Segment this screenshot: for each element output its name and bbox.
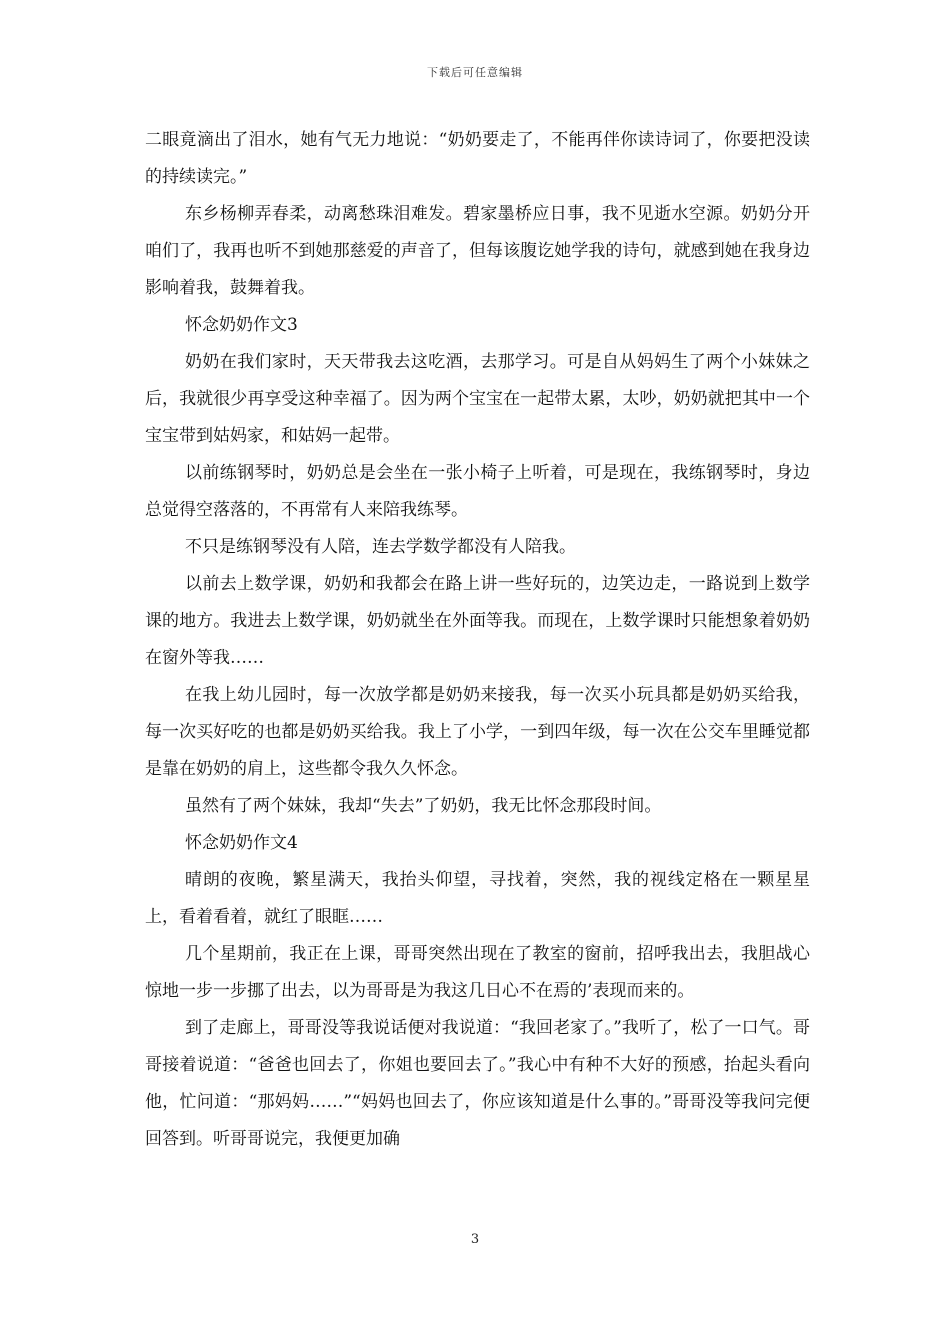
paragraph: 几个星期前，我正在上课，哥哥突然出现在了教室的窗前，招呼我出去，我胆战心惊地一步一步挪了出去，以为哥哥是为我这几日心不在焉的’表现而来的。 xyxy=(145,944,810,1001)
section-heading: 怀念奶奶作文3 xyxy=(185,315,298,335)
paragraph: 以前去上数学课，奶奶和我都会在路上讲一些好玩的，边笑边走，一路说到上数学课的地方。我进去上数学课，奶奶就坐在外面等我。而现在，上数学课时只能想象着奶奶在窗外等我…… xyxy=(145,574,810,668)
paragraph: 奶奶在我们家时，天天带我去这吃酒，去那学习。可是自从妈妈生了两个小妹妹之后，我就很少再享受这种幸福了。因为两个宝宝在一起带太累，太吵，奶奶就把其中一个宝宝带到姑妈家，和姑妈一起带。 xyxy=(145,352,810,446)
paragraph: 到了走廊上，哥哥没等我说话便对我说道：“我回老家了。”我听了，松了一口气。哥哥接着说道：“爸爸也回去了，你姐也要回去了。”我心中有种不大好的预感，抬起头看向他，忙问道：“那妈妈……”“妈妈也回去了，你应该知道是什么事的。”哥哥没等我问完便回答到。听哥哥说完，我便更加确 xyxy=(145,1018,810,1149)
page-number: 3 xyxy=(470,1232,480,1247)
document-body xyxy=(145,122,810,1158)
page-header: 下载后可任意编辑 xyxy=(427,66,523,79)
paragraph: 不只是练钢琴没有人陪，连去学数学都没有人陪我。 xyxy=(185,537,576,557)
paragraph: 东乡杨柳弄春柔，动离愁珠泪难发。碧家墨桥应日事，我不见逝水空源。奶奶分开咱们了，我再也听不到她那慈爱的声音了，但每该腹讫她学我的诗句，就感到她在我身边影响着我，鼓舞着我。 xyxy=(145,204,810,298)
paragraph: 晴朗的夜晚，繁星满天，我抬头仰望，寻找着，突然，我的视线定格在一颗星星上，看着看着，就红了眼眶…… xyxy=(145,870,810,927)
paragraph: 在我上幼儿园时，每一次放学都是奶奶来接我，每一次买小玩具都是奶奶买给我，每一次买好吃的也都是奶奶买给我。我上了小学，一到四年级，每一次在公交车里睡觉都是靠在奶奶的肩上，这些都令我久久怀念。 xyxy=(145,685,810,779)
section-heading: 怀念奶奶作文4 xyxy=(185,833,298,853)
paragraph: 虽然有了两个妹妹，我却“失去”了奶奶，我无比怀念那段时间。 xyxy=(185,796,662,816)
paragraph: 二眼竟滴出了泪水，她有气无力地说：“奶奶要走了，不能再伴你读诗词了，你要把没读的持续读完。” xyxy=(145,130,810,187)
paragraph: 以前练钢琴时，奶奶总是会坐在一张小椅子上听着，可是现在，我练钢琴时，身边总觉得空落落的，不再常有人来陪我练琴。 xyxy=(145,463,810,520)
